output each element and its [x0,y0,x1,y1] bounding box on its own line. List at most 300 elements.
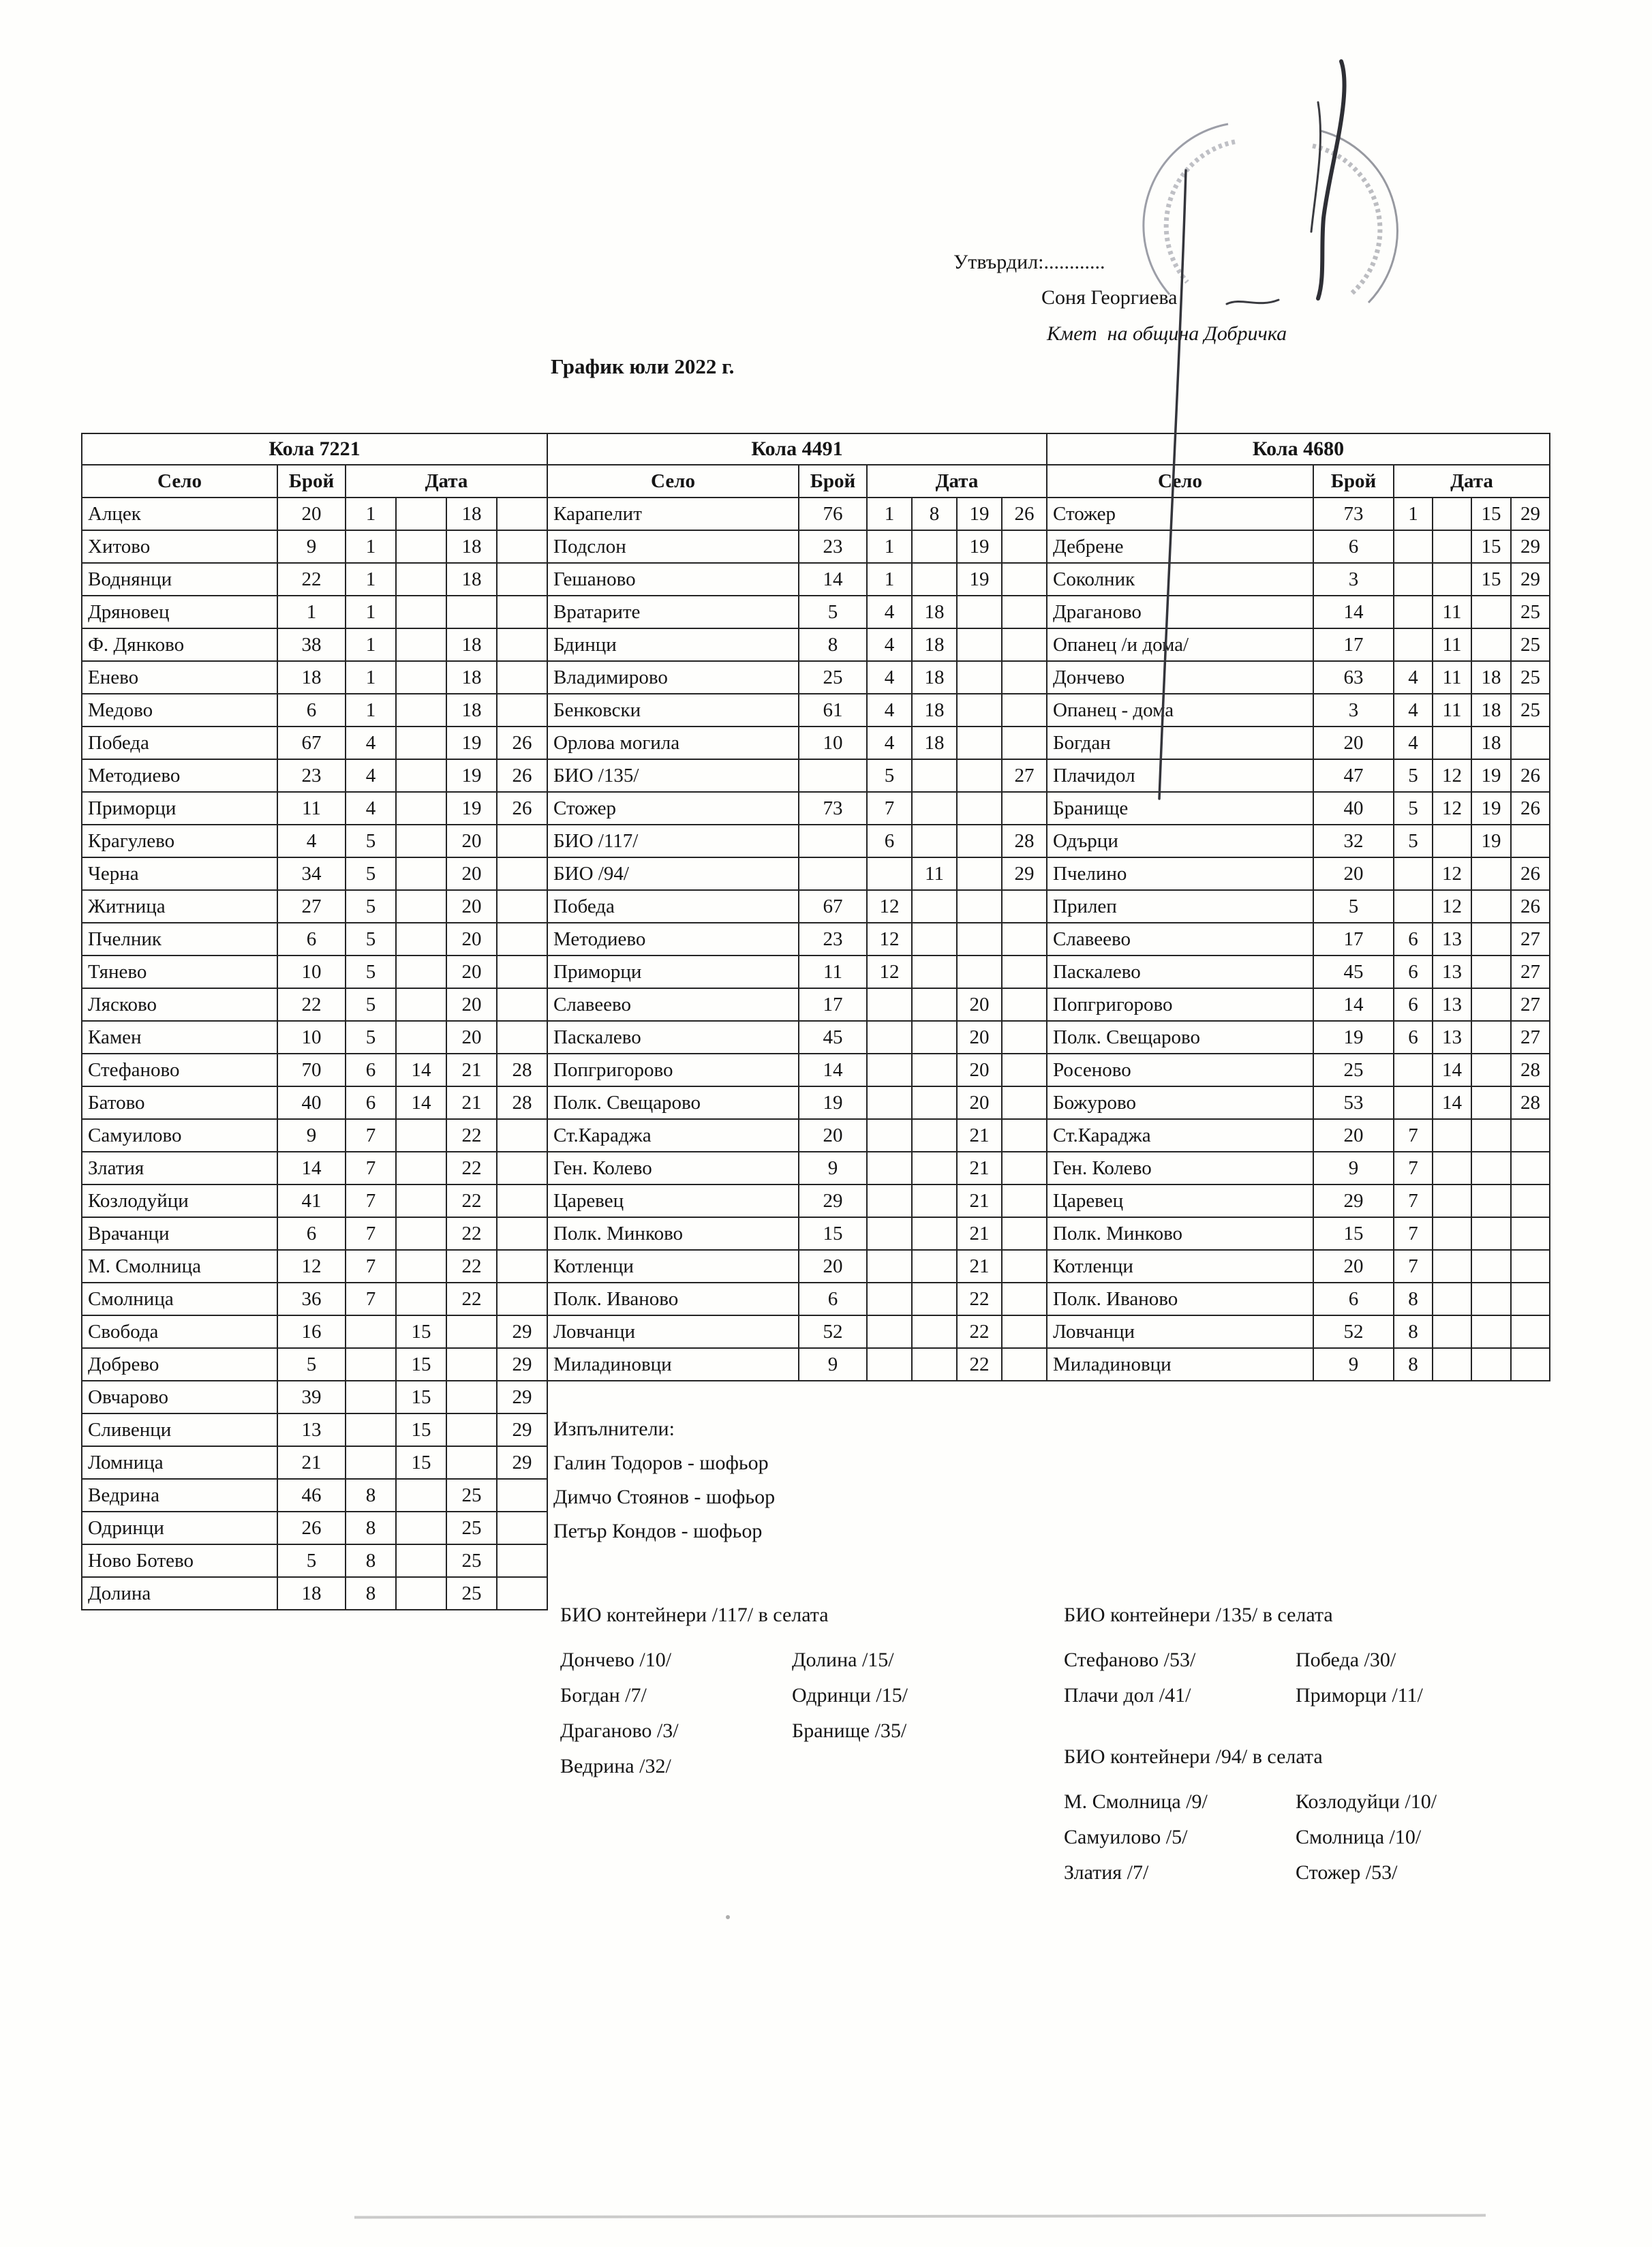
date-cell [446,596,497,628]
date-cell [912,1217,957,1250]
date-cell [1002,596,1047,628]
table-row [82,1250,547,1283]
count-cell: 15 [1313,1217,1394,1250]
date-cell: 29 [497,1446,547,1479]
count-cell: 36 [277,1283,346,1315]
date-cell [912,1283,957,1315]
date-cell: 15 [396,1446,446,1479]
date-column-header: Дата [1394,465,1550,498]
date-cell [346,1381,396,1413]
date-cell: 4 [1394,661,1433,694]
count-cell: 6 [1313,530,1394,563]
table-row [82,857,547,890]
bio-village-item: Долина /15/ [792,1649,894,1671]
date-cell: 18 [446,498,497,530]
village-cell: БИО /94/ [547,857,799,890]
table-row [547,1021,1047,1054]
table-row [1047,890,1550,923]
count-cell: 76 [799,498,867,530]
date-column-header: Дата [346,465,547,498]
count-cell: 5 [1313,890,1394,923]
count-cell: 40 [1313,792,1394,825]
date-cell [957,923,1002,956]
village-cell: Божурово [1047,1086,1313,1119]
count-cell: 6 [277,923,346,956]
date-cell [912,1315,957,1348]
date-cell: 8 [346,1512,396,1544]
table-row [1047,1217,1550,1250]
date-cell: 6 [1394,988,1433,1021]
date-cell [1394,1086,1433,1119]
date-cell [346,1413,396,1446]
count-cell: 52 [799,1315,867,1348]
date-cell: 7 [346,1250,396,1283]
date-cell [957,857,1002,890]
date-cell [1002,1021,1047,1054]
date-cell: 25 [1511,628,1550,661]
date-cell: 19 [957,563,1002,596]
village-cell: Ф. Дянково [82,628,277,661]
village-cell: Пчелино [1047,857,1313,890]
date-cell: 11 [1433,661,1471,694]
count-cell [799,825,867,857]
date-cell [867,1217,912,1250]
table-row [82,1413,547,1446]
village-cell: Стожер [1047,498,1313,530]
count-cell: 73 [799,792,867,825]
date-cell: 5 [867,759,912,792]
date-cell [1471,628,1511,661]
date-cell [1002,890,1047,923]
date-cell: 5 [346,825,396,857]
count-cell: 67 [277,727,346,759]
date-cell [1002,628,1047,661]
date-cell [497,825,547,857]
date-cell [912,1021,957,1054]
village-column-header: Село [82,465,277,498]
date-cell [1394,563,1433,596]
date-cell [396,1119,446,1152]
date-cell [912,792,957,825]
date-cell [957,628,1002,661]
date-cell [1394,857,1433,890]
bio-village-item: Козлодуйци /10/ [1296,1790,1437,1813]
village-cell: Соколник [1047,563,1313,596]
village-cell: Дончево [1047,661,1313,694]
count-cell: 13 [277,1413,346,1446]
village-cell: БИО /135/ [547,759,799,792]
table-row [547,628,1047,661]
date-cell: 28 [1002,825,1047,857]
date-cell [497,988,547,1021]
bio-column-right [792,1642,908,1749]
village-cell: Бранище [1047,792,1313,825]
date-cell [396,1512,446,1544]
village-column-header: Село [547,465,799,498]
date-cell: 29 [497,1381,547,1413]
date-cell: 29 [1511,498,1550,530]
date-cell [1002,1250,1047,1283]
date-cell: 15 [1471,530,1511,563]
date-cell [1433,1315,1471,1348]
date-cell: 6 [1394,1021,1433,1054]
village-cell: М. Смолница [82,1250,277,1283]
table-row [547,759,1047,792]
village-cell: Енево [82,661,277,694]
date-cell: 8 [346,1577,396,1610]
date-cell [1433,530,1471,563]
village-cell: Богдан [1047,727,1313,759]
bio-column-right [1296,1642,1423,1713]
date-cell: 5 [346,857,396,890]
date-cell: 27 [1511,923,1550,956]
table-row [547,890,1047,923]
date-cell [1471,890,1511,923]
date-cell: 6 [1394,923,1433,956]
date-cell: 28 [1511,1054,1550,1086]
date-cell: 26 [497,727,547,759]
date-cell: 28 [497,1086,547,1119]
village-cell: Победа [82,727,277,759]
date-cell: 22 [957,1283,1002,1315]
village-cell: Плачидол [1047,759,1313,792]
date-cell: 15 [1471,498,1511,530]
date-cell: 15 [396,1381,446,1413]
date-cell: 21 [957,1152,1002,1184]
village-cell: Ново Ботево [82,1544,277,1577]
date-cell [497,857,547,890]
date-cell: 29 [1511,530,1550,563]
village-cell: Славеево [547,988,799,1021]
table-row [1047,1119,1550,1152]
date-cell: 6 [1394,956,1433,988]
date-cell [867,1119,912,1152]
date-cell [396,825,446,857]
date-cell: 14 [1433,1086,1471,1119]
date-cell [867,1152,912,1184]
date-cell: 20 [957,1054,1002,1086]
table-row [82,1446,547,1479]
bio-village-item: Стефаново /53/ [1064,1649,1196,1671]
date-cell [497,628,547,661]
count-cell: 10 [277,1021,346,1054]
count-cell: 5 [799,596,867,628]
count-cell: 3 [1313,563,1394,596]
table-row [1047,825,1550,857]
date-cell [1433,498,1471,530]
village-cell: Владимирово [547,661,799,694]
village-cell: Ген. Колево [1047,1152,1313,1184]
date-cell [1471,923,1511,956]
date-cell: 4 [867,628,912,661]
village-cell: Подслон [547,530,799,563]
bio-village-item: Бранище /35/ [792,1719,907,1742]
date-cell: 22 [957,1348,1002,1381]
count-cell: 20 [1313,1119,1394,1152]
date-cell: 21 [957,1217,1002,1250]
date-cell: 29 [497,1413,547,1446]
date-cell: 7 [346,1152,396,1184]
table-row [547,596,1047,628]
date-cell [1471,956,1511,988]
date-cell [497,1512,547,1544]
count-cell: 46 [277,1479,346,1512]
date-cell: 29 [1511,563,1550,596]
date-cell: 5 [346,956,396,988]
table-row [547,1152,1047,1184]
date-cell [396,1544,446,1577]
date-cell [1433,1152,1471,1184]
date-cell [1471,988,1511,1021]
date-cell: 1 [346,498,396,530]
date-cell: 27 [1511,1021,1550,1054]
date-cell [497,694,547,727]
table-row [82,1054,547,1086]
date-cell: 11 [1433,596,1471,628]
count-cell: 23 [799,923,867,956]
date-cell: 25 [446,1544,497,1577]
schedule-table [1046,433,1550,1381]
date-cell [1002,727,1047,759]
date-cell [497,890,547,923]
village-cell: Ловчанци [1047,1315,1313,1348]
date-cell [1394,890,1433,923]
village-cell: Гешаново [547,563,799,596]
table-row [547,857,1047,890]
date-cell: 4 [1394,694,1433,727]
date-cell: 18 [1471,694,1511,727]
village-cell: Попгригорово [547,1054,799,1086]
table-row [1047,628,1550,661]
date-cell: 18 [446,661,497,694]
village-cell: Крагулево [82,825,277,857]
date-cell [497,1119,547,1152]
date-cell: 29 [497,1348,547,1381]
date-cell: 6 [867,825,912,857]
date-cell [1511,1250,1550,1283]
count-cell: 27 [277,890,346,923]
village-cell: Самуилово [82,1119,277,1152]
date-cell [497,1021,547,1054]
round-stamp-right [1321,131,1397,303]
date-cell: 15 [396,1348,446,1381]
date-cell: 7 [1394,1152,1433,1184]
bio-village-item: Богдан /7/ [560,1684,647,1707]
executor-name: Галин Тодоров - шофьор [553,1452,769,1474]
table-row [547,498,1047,530]
date-cell [1471,1283,1511,1315]
date-cell [1002,792,1047,825]
date-cell [1511,1283,1550,1315]
count-cell: 9 [277,530,346,563]
date-cell: 26 [1002,498,1047,530]
date-cell [396,1152,446,1184]
date-cell [1471,1119,1511,1152]
date-cell [396,1217,446,1250]
date-cell: 22 [446,1250,497,1283]
date-cell [396,1577,446,1610]
table-row [82,956,547,988]
date-cell [1471,1217,1511,1250]
approver-title: Кмет на община Добричка [1047,322,1287,345]
date-cell [957,825,1002,857]
table-row [82,1315,547,1348]
date-cell: 26 [1511,759,1550,792]
village-cell: Ст.Караджа [547,1119,799,1152]
date-cell: 5 [346,890,396,923]
date-cell [867,1283,912,1315]
date-cell [346,1315,396,1348]
count-cell: 20 [799,1119,867,1152]
date-cell: 1 [867,498,912,530]
date-cell: 20 [446,825,497,857]
schedule-table [547,433,1047,1381]
schedule-table [81,433,548,1610]
village-cell: Тянево [82,956,277,988]
village-cell: Славеево [1047,923,1313,956]
date-cell [446,1446,497,1479]
village-cell: Сливенци [82,1413,277,1446]
date-cell: 28 [497,1054,547,1086]
village-cell: Дряновец [82,596,277,628]
date-cell: 4 [1394,727,1433,759]
village-cell: Пчелник [82,923,277,956]
count-cell: 3 [1313,694,1394,727]
bio-section-title: БИО контейнери /94/ в селата [1064,1745,1323,1768]
village-cell: БИО /117/ [547,825,799,857]
count-cell: 10 [277,956,346,988]
count-cell [799,759,867,792]
village-cell: Карапелит [547,498,799,530]
date-cell: 20 [446,1021,497,1054]
table-row [82,1152,547,1184]
date-cell: 15 [396,1413,446,1446]
count-cell: 73 [1313,498,1394,530]
bio-village-item: Самуилово /5/ [1064,1826,1188,1848]
date-cell: 19 [1471,792,1511,825]
table-row [1047,530,1550,563]
date-cell: 18 [912,596,957,628]
count-cell: 9 [277,1119,346,1152]
bio-village-item: Стожер /53/ [1296,1861,1398,1884]
count-cell: 38 [277,628,346,661]
date-cell [957,661,1002,694]
date-cell [912,923,957,956]
table-row [82,596,547,628]
date-cell: 20 [957,988,1002,1021]
table-row [1047,727,1550,759]
date-cell [912,1086,957,1119]
date-cell [867,1184,912,1217]
date-cell [912,1054,957,1086]
date-cell: 13 [1433,1021,1471,1054]
date-cell [867,1348,912,1381]
date-cell [1471,1348,1511,1381]
date-cell: 4 [867,694,912,727]
date-cell [912,890,957,923]
date-cell: 4 [867,596,912,628]
table-row [547,661,1047,694]
village-cell: Овчарово [82,1381,277,1413]
date-cell [912,1348,957,1381]
table-row [82,1381,547,1413]
date-cell: 21 [957,1119,1002,1152]
date-cell: 5 [346,988,396,1021]
table-row [1047,857,1550,890]
table-row [1047,563,1550,596]
date-cell: 18 [912,661,957,694]
bio-village-item: Одринци /15/ [792,1684,908,1707]
date-cell [1002,1348,1047,1381]
date-cell [957,890,1002,923]
bio-section-columns [1064,1642,1423,1713]
village-cell: Одърци [1047,825,1313,857]
count-cell: 17 [1313,628,1394,661]
date-cell [396,1479,446,1512]
date-cell [497,596,547,628]
date-cell [396,1021,446,1054]
date-cell: 19 [446,759,497,792]
table-row [1047,498,1550,530]
date-cell [497,1283,547,1315]
executor-name: Димчо Стоянов - шофьор [553,1486,776,1508]
date-cell: 19 [957,498,1002,530]
date-cell: 18 [446,694,497,727]
village-cell: Паскалево [547,1021,799,1054]
date-cell [1002,1086,1047,1119]
village-cell: Полк. Свещарово [1047,1021,1313,1054]
table-row [82,1119,547,1152]
table-row [547,956,1047,988]
date-cell: 7 [1394,1119,1433,1152]
approval-label: Утвърдил:............ [953,251,1105,273]
date-cell: 20 [446,923,497,956]
date-cell [1471,1054,1511,1086]
date-cell [396,661,446,694]
date-cell: 18 [912,628,957,661]
date-cell [446,1381,497,1413]
table-kola-4680 [1046,433,1550,1381]
village-cell: Батово [82,1086,277,1119]
date-cell [867,857,912,890]
date-cell [1394,1054,1433,1086]
bio-section-title: БИО контейнери /135/ в селата [1064,1604,1333,1626]
date-cell: 6 [346,1054,396,1086]
date-cell [1511,1119,1550,1152]
date-cell: 27 [1511,988,1550,1021]
table-row [82,1086,547,1119]
count-cell: 6 [1313,1283,1394,1315]
date-cell: 8 [1394,1283,1433,1315]
table-row [1047,1152,1550,1184]
date-cell [912,1250,957,1283]
date-cell [912,956,957,988]
count-cell: 21 [277,1446,346,1479]
date-cell: 11 [1433,628,1471,661]
village-cell: Камен [82,1021,277,1054]
count-cell: 47 [1313,759,1394,792]
date-cell [1471,1152,1511,1184]
count-cell: 23 [277,759,346,792]
count-cell: 9 [1313,1152,1394,1184]
bio-section-135 [1064,1598,1423,1713]
date-cell [1433,1250,1471,1283]
date-cell: 14 [396,1086,446,1119]
bio-section-title: БИО контейнери /117/ в селата [560,1604,829,1626]
date-cell: 19 [446,727,497,759]
date-cell [1433,1283,1471,1315]
table-row [547,1250,1047,1283]
